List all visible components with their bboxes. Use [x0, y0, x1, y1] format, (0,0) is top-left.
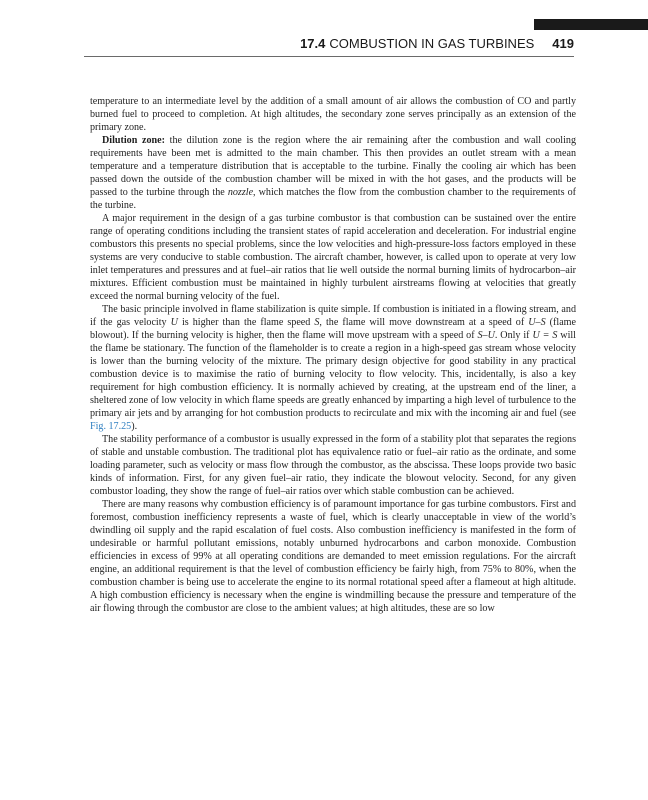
symbol-u: U — [170, 317, 178, 328]
paragraph-text: , the flame will move downstream at a speed of — [319, 317, 529, 328]
equation-u-equals-s: U = S — [532, 330, 558, 341]
figure-reference-link[interactable]: Fig. 17.25 — [90, 421, 132, 432]
section-title: COMBUSTION IN GAS TURBINES — [329, 36, 535, 51]
paragraph-design-requirement: A major requirement in the design of a gas turbine combustor is that combustion can be sustained over the entire range of operating conditions including the transient states of rapid acceleration and deceleration. For industrial engine combustors this presents no special problems, since the low velocities and high-pressure-loss factors employed in these systems are very conducive to stable combustion. The aircraft chamber, however, is called upon to operate at very low inlet temperatures and pressures and at fuel–air ratios that lie well outside the normal burning limits of hydrocarbon–air mixtures. Efficient combustion must be maintained in highly turbulent airstreams flowing at velocities that greatly exceed the normal burning velocity of the fuel. — [90, 213, 576, 302]
expression-u-minus-s: U–S — [528, 317, 546, 328]
paragraph-stability-performance: The stability performance of a combustor is usually expressed in the form of a stability plot that separates the regions of stable and unstable combustion. The traditional plot has equivalence ratio or fuel–air ratio as the ordinate, and some loading parameter, such as velocity or mass flow through the combustor, as the abscissa. These loops provide two basic kinds of information. First, for any given fuel–air ratio, they indicate the blowout velocity. Second, for any given combustor loading, they show the range of fuel–air ratios over which stable combustion can be achieved. — [90, 434, 576, 497]
header-rule — [84, 56, 574, 57]
paragraph-text: The basic principle involved in flame stabilization is quite simple. If combustion is initiated in a flowing stream, and if the gas velocity — [90, 304, 576, 328]
paragraph-continuation: temperature to an intermediate level by the addition of a small amount of air allows the combustion of CO and partly burned fuel to proceed to completion. At high altitudes, the secondary zone serves principally as an extension of the primary zone. — [90, 96, 576, 133]
paragraph-text: will the flame be stationary. The function of the flameholder is to create a region in a high-speed gas stream whose velocity is lower than the burning velocity of the mixture. The primary design objective for good stability in any practical combustion device is to maximise the ratio of burning velocity to flow velocity. This, incidentally, is also a key requirement for high combustion efficiency. It is normally achieved by creating, at the upstream end of the liner, a sheltered zone of low velocity in which flame speeds are greatly enhanced by imparting a high level of turbulence to the primary air jets and by arranging for hot combustion products to recirculate and mix with the incoming air and fuel (see — [90, 330, 576, 419]
run-in-heading: Dilution zone: — [102, 135, 165, 146]
paragraph-text: . Only if — [494, 330, 533, 341]
paragraph-flame-stabilization — [90, 303, 576, 433]
paragraph-text: (flame blowout). If the burning velocity is higher, then the flame will move upstream with a speed of — [90, 317, 576, 341]
running-header — [84, 36, 574, 51]
paragraph-text: is higher than the flame speed — [177, 317, 315, 328]
paragraph-dilution-zone — [90, 134, 576, 212]
header-accent-bar — [534, 19, 648, 30]
paragraph-text: , which matches the flow from the combustion chamber to the requirements of the turbine. — [90, 187, 576, 211]
paragraph-combustion-efficiency: There are many reasons why combustion efficiency is of paramount importance for gas turbine combustors. First and foremost, combustion inefficiency represents a waste of fuel, which is clearly unacceptable in view of the world’s dwindling oil supply and the rapid escalation of fuel costs. Also combustion inefficiency is manifested in the form of undesirable or harmful pollutant emissions, notably unburned hydrocarbons and carbon monoxide. Combustion efficiencies in excess of 99% at all operating conditions are demanded to meet emission regulations. For the aircraft engine, an additional requirement is that the level of combustion efficiency be fairly high, from 75% to 80%, when the combustion chamber is being use to accelerate the engine to its normal rotational speed after a flameout at high altitude. A high combustion efficiency is necessary when the engine is windmilling because the pressure and temperature of the air flowing through the combustor are close to the ambient values; at high altitudes, these are so low — [90, 499, 576, 614]
body-text — [90, 95, 576, 615]
expression-s-minus-u: S–U — [477, 330, 495, 341]
section-number: 17.4 — [300, 36, 326, 51]
page-number: 419 — [552, 36, 574, 51]
nozzle-term: nozzle — [227, 187, 254, 198]
paragraph-text: ). — [131, 421, 138, 432]
symbol-s: S — [314, 317, 320, 328]
paragraph-text: the dilution zone is the region where the air remaining after the combustion and wall cooling requirements have been met is admitted to the main chamber. This then provides an outlet stream with a mean temperature and a temperature distribution that is acceptable to the turbine. Finally the cooling air which has been passed down the outside of the combustion chamber will be mixed in with the hot gases, and the products will be passed to the turbine through the — [90, 135, 577, 198]
